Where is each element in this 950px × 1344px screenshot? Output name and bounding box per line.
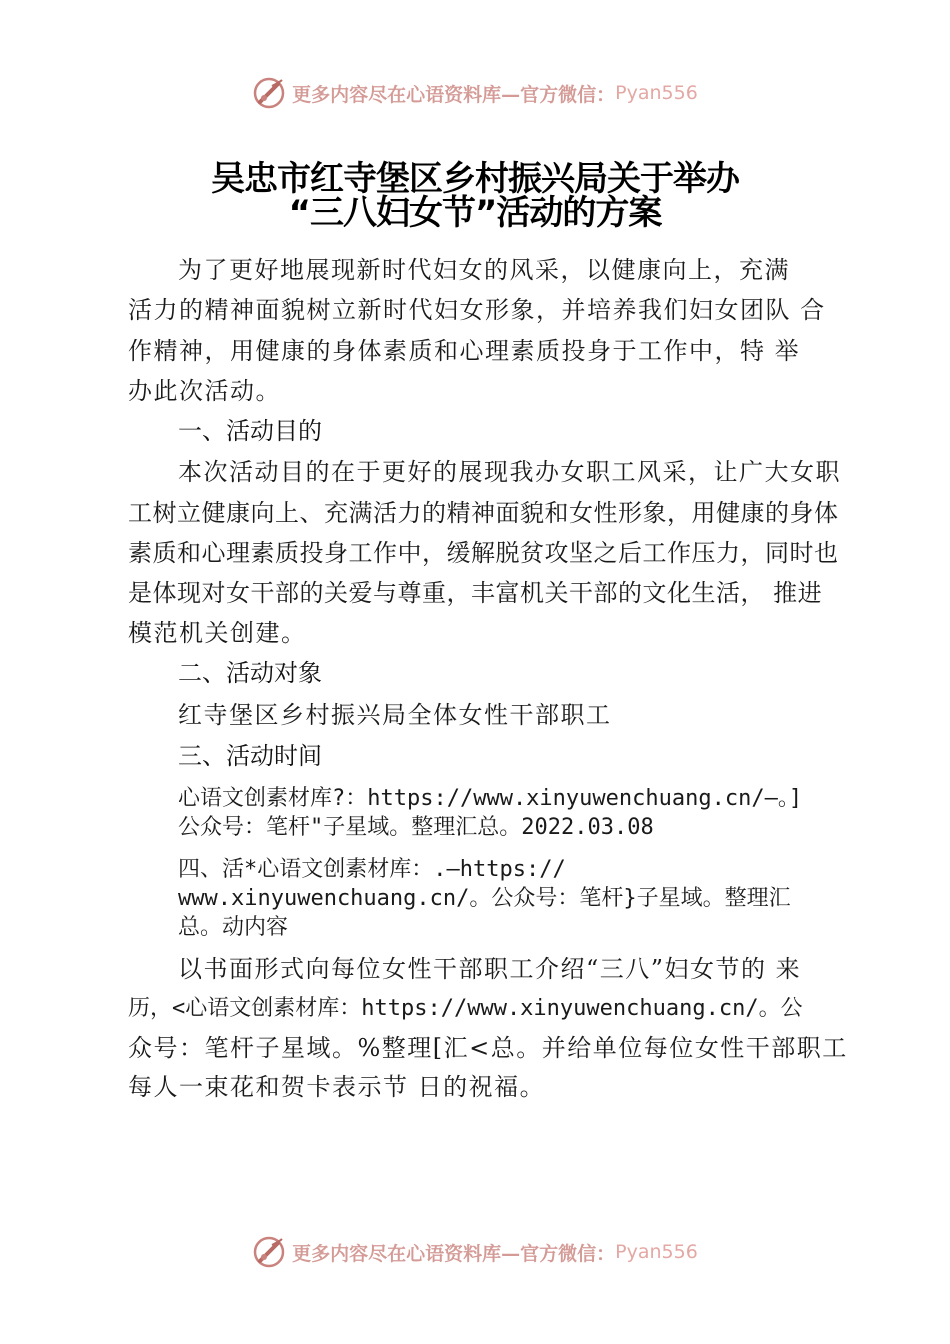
brush-logo-icon — [252, 76, 286, 110]
banner-text: 更多内容尽在心语资料库—官方微信： — [292, 83, 616, 106]
time-line-2: 公众号：笔杆"子星域。整理汇总。2022.03.08 — [178, 815, 654, 840]
content-line-4: 每人一束花和贺卡表示节 日的祝福。 — [128, 1073, 546, 1101]
content-line-3: 众号：笔杆子星域。%整理[汇<总。并给单位每位女性干部职工 — [128, 1034, 848, 1062]
purpose-line-4: 是体现对女干部的关爱与尊重，丰富机关干部的文化生活， 推进 — [128, 579, 823, 607]
banner-wechat-id: Pyan556 — [615, 1241, 698, 1263]
section4-line-2: www.xinyuwenchuang.cn/。公众号：笔杆}子星域。整理汇 — [178, 886, 791, 911]
purpose-line-1: 本次活动目的在于更好的展现我办女职工风采，让广大女职 — [178, 458, 841, 486]
intro-line-4: 办此次活动。 — [128, 377, 281, 405]
purpose-line-5: 模范机关创建。 — [128, 619, 307, 647]
content-line-1: 以书面形式向每位女性干部职工介绍“三八”妇女节的 来 — [178, 955, 802, 983]
header-watermark-banner — [0, 73, 950, 113]
section4-line-3: 总。动内容 — [178, 915, 289, 940]
document-title-line-1: 吴忠市红寺堡区乡村振兴局关于举办 — [211, 159, 739, 199]
intro-line-3: 作精神，用健康的身体素质和心理素质投身于工作中，特 举 — [128, 337, 801, 365]
target-line-1: 红寺堡区乡村振兴局全体女性干部职工 — [178, 701, 612, 729]
section-heading-purpose: 一、活动目的 — [178, 417, 322, 445]
document-title-line-2: “三八妇女节”活动的方案 — [288, 193, 662, 233]
time-line-1: 心语文创素材库?：https://www.xinyuwenchuang.cn/—。] — [178, 786, 803, 811]
purpose-line-2: 工树立健康向上、充满活力的精神面貌和女性形象，用健康的身体 — [128, 499, 839, 527]
content-line-2: 历，<心语文创素材库：https://www.xinyuwenchuang.cn/。公 — [128, 996, 803, 1021]
purpose-line-3: 素质和心理素质投身工作中，缓解脱贫攻坚之后工作压力，同时也 — [128, 539, 839, 567]
section-heading-target: 二、活动对象 — [178, 659, 322, 687]
intro-line-2: 活力的精神面貌树立新时代妇女形象，并培养我们妇女团队 合 — [128, 296, 826, 324]
section-heading-time: 三、活动时间 — [178, 742, 322, 770]
banner-text: 更多内容尽在心语资料库—官方微信： — [292, 1242, 616, 1265]
intro-line-1: 为了更好地展现新时代妇女的风采，以健康向上，充满 — [178, 256, 790, 284]
footer-watermark-banner — [0, 1232, 950, 1272]
section4-line-1: 四、活*心语文创素材库：.—https:// — [178, 857, 566, 882]
brush-logo-icon — [252, 1235, 286, 1269]
banner-wechat-id: Pyan556 — [615, 82, 698, 104]
